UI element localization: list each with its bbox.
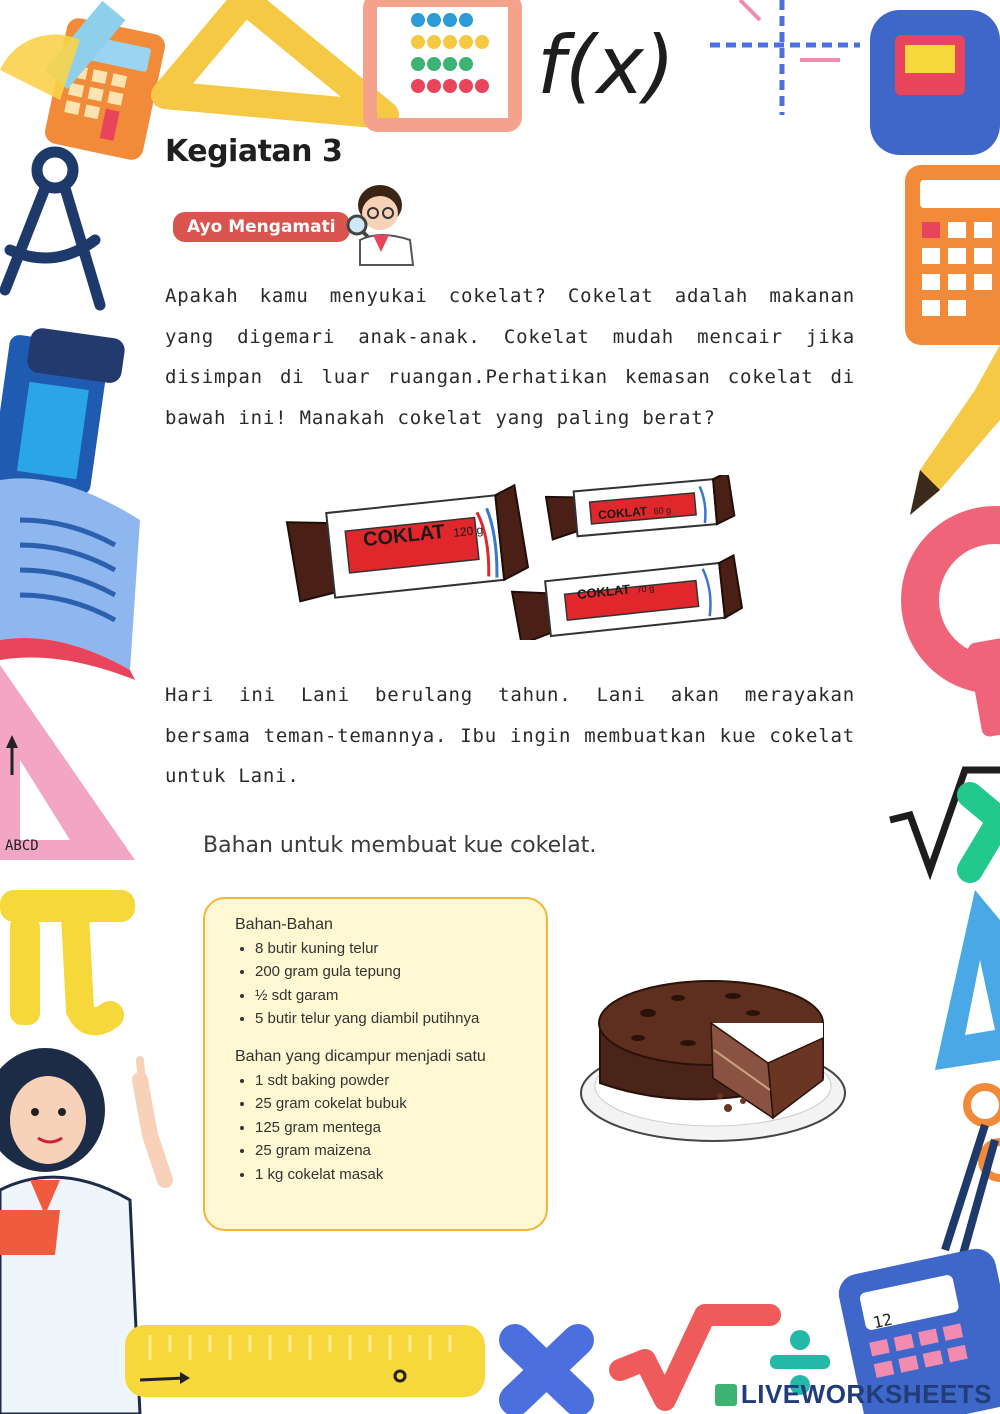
fx-symbol: f(x) [537,19,675,112]
choc2-label: COKLAT [597,503,648,523]
set-square-icon [165,0,385,115]
scissors-icon [945,1087,1000,1265]
recipe-section2-title: Bahan yang dicampur menjadi satu [235,1047,486,1065]
lens-icon [920,525,1000,738]
choc2-weight: 60 g [653,504,672,517]
list-item: • 1 sdt baking powder [255,1069,528,1093]
axes-icon [710,0,860,115]
list-item: • 25 gram cokelat bubuk [255,1092,528,1116]
page-title: Kegiatan 3 [165,134,343,169]
recipe-section1-list [235,937,528,1031]
backpack-icon [870,10,1000,155]
triangle-ruler-icon [0,665,135,860]
intro-paragraph: Apakah kamu menyukai cokelat? Cokelat adalah makanan yang digemari anak-anak. Cokelat mudah mencair jika disimpan di luar ruangan.Perhatikan kemasan cokelat di bawah ini! Manakah cokelat yang paling berat? [165,285,855,429]
chocolate-bars-drawing [285,475,745,640]
list-item: • 25 gram maizena [255,1139,528,1163]
boy-magnifier-illustration [335,180,420,270]
calc-display-text: 12 [871,1309,895,1333]
chocolate-cake-illustration [578,968,853,1148]
eraser-icon [0,327,126,497]
story-paragraph: Hari ini Lani berulang tahun. Lani akan merayakan bersama teman-temannya. Ibu ingin membuatkan kue cokelat untuk Lani. [165,684,855,787]
list-item: • 200 gram gula tepung [255,960,528,984]
compass-icon [5,152,100,305]
recipe-box [203,897,548,1231]
pi-icon [0,890,135,1025]
multiply-icon [515,1340,578,1400]
pencil-icon [910,345,1000,515]
logo-text: LIVEWORKSHEETS [740,1379,992,1409]
list-item: • 125 gram mentega [255,1116,528,1140]
activity-badge: Ayo Mengamati [173,212,350,242]
calculator-icon [905,165,1000,345]
chocolate-bars [285,475,745,640]
book-icon [0,478,140,680]
list-item: • ½ sdt garam [255,984,528,1008]
logo-mark-icon [715,1384,737,1406]
choc3-label: COKLAT [576,581,631,602]
list-item: • 1 kg cokelat masak [255,1163,528,1187]
list-item: • 8 butir kuning telur [255,937,528,961]
choc3-weight: 70 g [636,582,655,595]
recipe-section1-title: Bahan-Bahan [235,916,333,933]
sqrt-icon [890,770,1000,870]
list-item: • 5 butir telur yang diambil putihnya [255,1007,528,1031]
recipe-section2-list [235,1069,528,1187]
choc1-weight: 120 g [452,522,484,540]
abcd-label: ABCD [5,838,39,854]
yellow-ruler-icon [125,1325,485,1397]
liveworksheets-logo[interactable] [715,1379,992,1410]
blue-set-square-icon [935,890,1000,1070]
recipe-heading: Bahan untuk membuat kue cokelat. [203,833,597,858]
choc1-label: COKLAT [362,520,446,552]
